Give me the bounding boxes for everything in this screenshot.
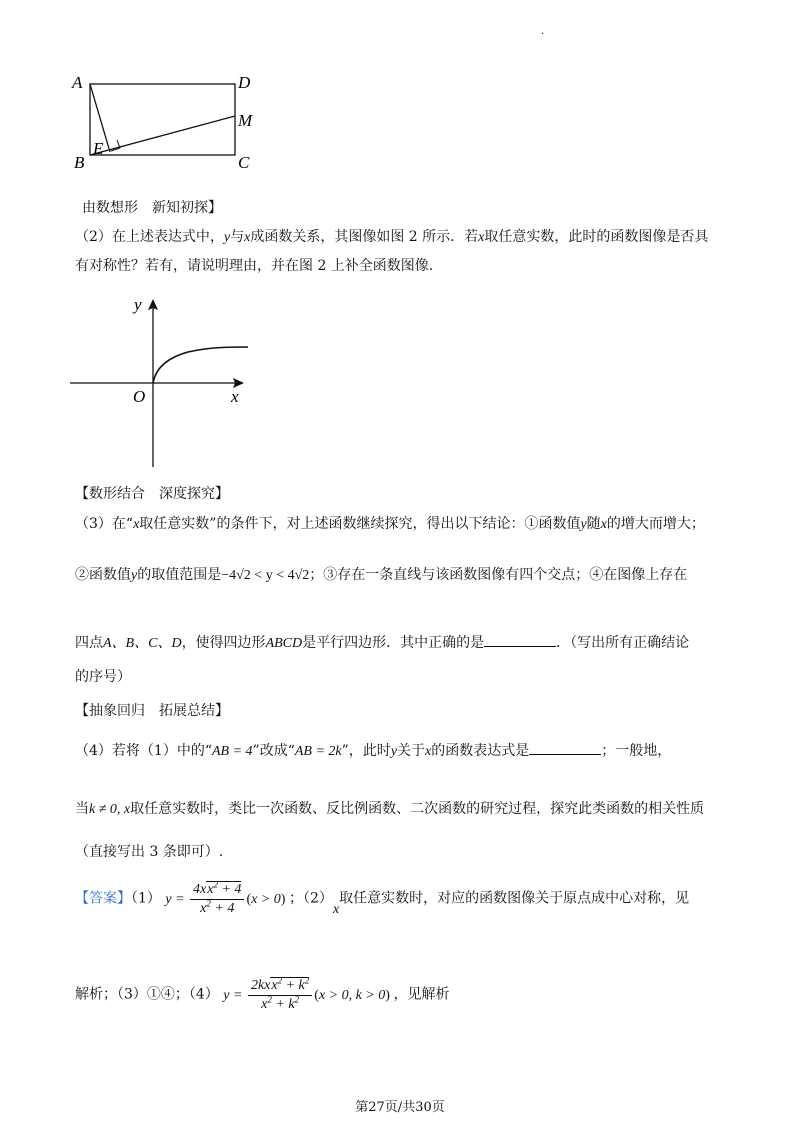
figure-function-graph [70, 292, 260, 470]
question-2-line-1: （2）在上述表达式中，y与x成函数关系，其图像如图 2 所示．若x取任意实数，此时的函数图像是否具 [75, 229, 709, 245]
answer-label: 【答案】 [75, 890, 131, 907]
section-heading-abstract: 【抽象回归 拓展总结】 [75, 703, 229, 719]
question-2-line-2: 有对称性？若有，请说明理由，并在图 2 上补全函数图像. [75, 258, 434, 274]
answer-blank-q4 [529, 740, 601, 755]
question-3-line-3: 四点A、B、C、D，使得四边形ABCD是平行四边形．其中正确的是 ．（写出所有正确结论 [75, 632, 689, 653]
label-e: E [93, 139, 104, 158]
function-curve [153, 347, 248, 383]
question-4-line-1: （4）若将（1）中的“AB = 4”改成“AB = 2k”，此时y关于x的函数表达式是 ；一般地， [75, 740, 671, 761]
question-3-line-1: （3）在“x取任意实数”的条件下，对上述函数继续探究，得出以下结论：①函数值y随x的增大而增大； [75, 516, 705, 532]
label-a: A [72, 73, 83, 92]
page-footer: 第27页/共30页 [355, 1100, 445, 1115]
question-4-line-3: （直接写出 3 条即可）. [75, 844, 224, 860]
question-3-line-2: ②函数值y的取值范围是−4√2 < y < 4√2；③存在一条直线与该函数图像有四个交点；④在图像上存在 [75, 567, 688, 583]
x-axis-label: x [231, 387, 239, 406]
question-4-line-2: 当k ≠ 0, x取任意实数时，类比一次函数、反比例函数、二次函数的研究过程，探究此类函数的相关性质 [75, 801, 705, 817]
answer-formula-4: y = $\frac{2kxx^2 + k^2}{x^2 + k^2}$ (x > 0, k > 0) [223, 975, 390, 1012]
label-b: B [74, 153, 85, 172]
segment-bm [90, 116, 235, 155]
top-mark: · [541, 29, 545, 40]
section-heading-combine: 【数形结合 深度探究】 [75, 486, 229, 502]
section-heading-shape: 由数想形 新知初探】 [82, 200, 222, 216]
label-c: C [238, 153, 250, 172]
answer-formula-1: y = $\frac{4xx^2 + 4}{x^2 + 4}$ (x > 0) [165, 879, 286, 916]
figure-rectangle-abcd [68, 68, 268, 178]
origin-label: O [133, 387, 146, 406]
question-3-line-4: 的序号） [75, 669, 131, 685]
y-axis-label: y [134, 295, 142, 314]
answer-line-1: 【答案】（1） y = $\frac{4xx^2 + 4}{x^2 + 4}$ (x > 0) ；（2）x取任意实数时，对应的函数图像关于原点成中心对称，见 [75, 879, 690, 917]
answer-line-2: 解析；（3）①④；（4） y = $\frac{2kxx^2 + k^2}{x^2 + k^2}$ (x > 0, k > 0) ，见解析 [75, 975, 450, 1012]
label-d: D [238, 73, 251, 92]
rectangle-outline [90, 84, 235, 155]
label-m: M [238, 111, 253, 130]
answer-blank-q3 [484, 632, 556, 647]
range-expression: −4√2 < y < 4√2 [221, 568, 310, 583]
